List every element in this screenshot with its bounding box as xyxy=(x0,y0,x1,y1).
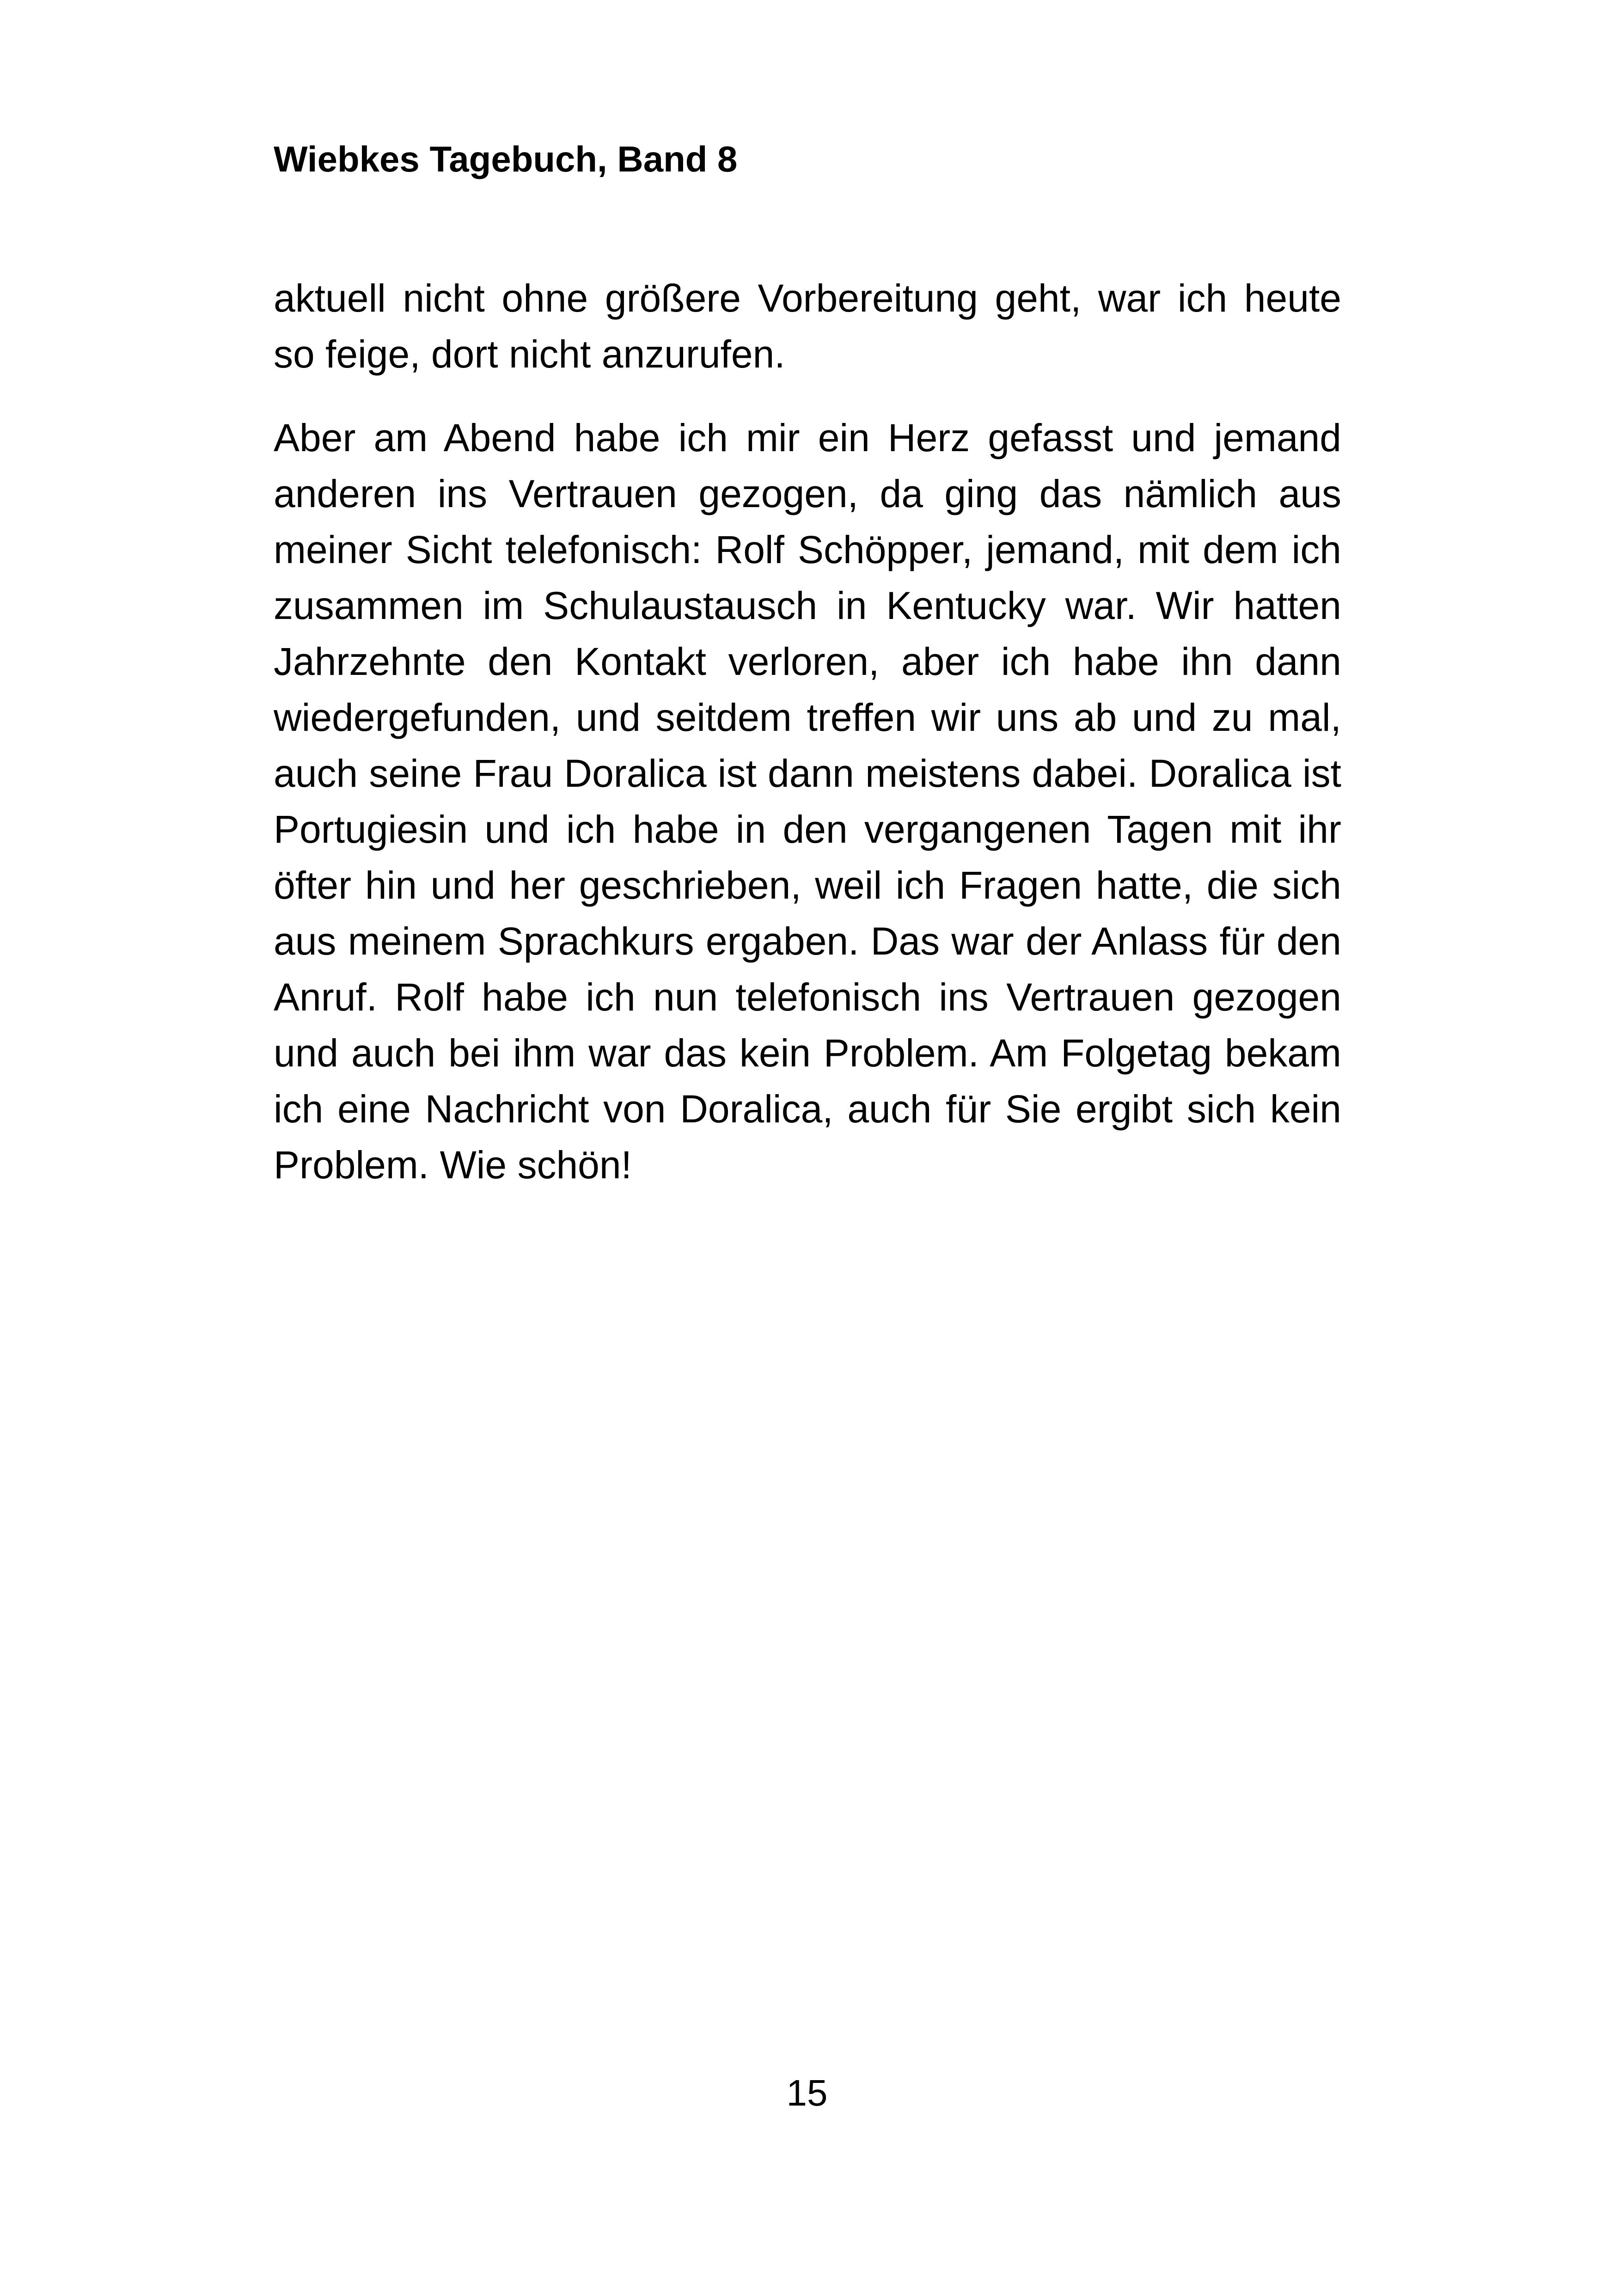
paragraph-2: Aber am Abend habe ich mir ein Herz gefasst und jemand anderen ins Vertrauen gezogen, da ging das nämlich aus meiner Sicht telefonisch: Rolf Schöpper, jemand, mit dem ich zusammen im Schulaustausch in Kentucky war. Wir hatten Jahrzehnte den Kontakt verloren, aber ich habe ihn dann wiedergefunden, und seitdem treffen wir uns ab und zu mal, auch seine Frau Doralica ist dann meistens dabei. Doralica ist Portugiesin und ich habe in den vergangenen Tagen mit ihr öfter hin und her geschrieben, weil ich Fragen hatte, die sich aus meinem Sprachkurs ergaben. Das war der Anlass für den Anruf. Rolf habe ich nun telefonisch ins Vertrauen gezogen und auch bei ihm war das kein Problem. Am Folgetag bekam ich eine Nachricht von Doralica, auch für Sie ergibt sich kein Problem. Wie schön! xyxy=(274,416,1341,1187)
paragraph-1: aktuell nicht ohne größere Vorbereitung geht, war ich heute so feige, dort nicht anzurufen. xyxy=(274,276,1341,376)
running-header: Wiebkes Tagebuch, Band 8 xyxy=(274,139,738,179)
page-number: 15 xyxy=(786,2072,828,2113)
body-text xyxy=(274,270,1341,1221)
